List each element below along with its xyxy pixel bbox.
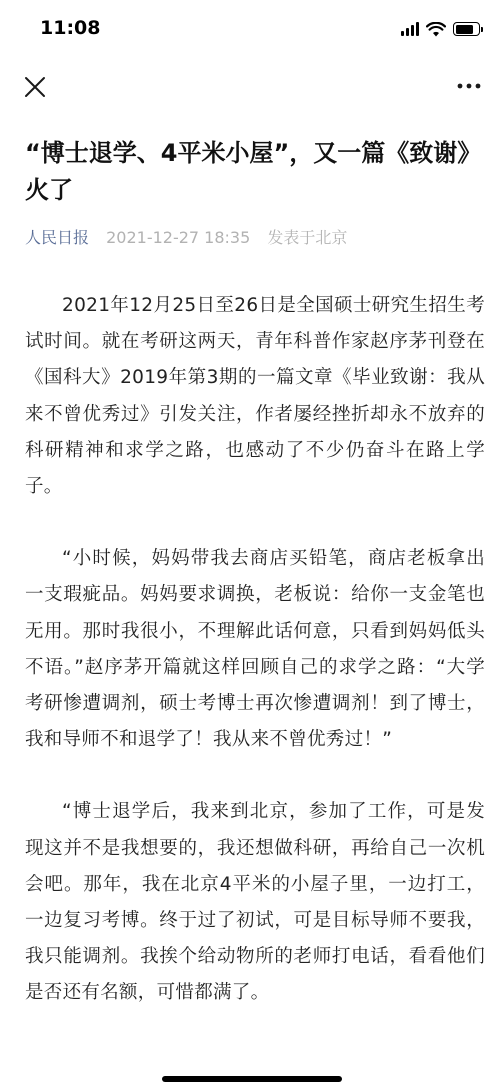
battery-icon (453, 22, 480, 36)
article-title: “博士退学、4平米小屋”，又一篇《致谢》火了 (25, 139, 482, 204)
status-bar (0, 0, 504, 58)
article-meta (25, 226, 347, 250)
cellular-signal-icon (401, 22, 419, 36)
article-paragraph: “博士退学后，我来到北京，参加了工作，可是发现这并不是我想要的，我还想做科研，再给自己一次机会吧。那年，我在北京4平米的小屋子里，一边打工，一边复习考博。终于过了初试，可是目标导师不要我，我只能调剂。我挨个给动物所的老师打电话，看看他们是否还有名额，可惜都满了。 (25, 801, 485, 1004)
home-indicator[interactable] (162, 1076, 342, 1082)
article-paragraph: 2021年12月25日至26日是全国硕士研究生招生考试时间。就在考研这两天，青年科普作家赵序茅刊登在《国科大》2019年第3期的一篇文章《毕业致谢：我从来不曾优秀过》引发关注，作者屡经挫折却永不放弃的科研精神和求学之路，也感动了不少仍奋斗在路上学子。 (25, 295, 485, 498)
publish-location: 发表于北京 (267, 228, 348, 247)
close-icon[interactable] (22, 74, 48, 100)
article-paragraph: “小时候，妈妈带我去商店买铅笔，商店老板拿出一支瑕疵品。妈妈要求调换，老板说：给你一支金笔也无用。那时我很小，不理解此话何意，只看到妈妈低头不语。”赵序茅开篇就这样回顾自己的求学之路：“大学考研惨遭调剂，硕士考博士再次惨遭调剂！到了博士，我和导师不和退学了！我从来不曾优秀过！” (25, 548, 485, 751)
status-icons (401, 20, 480, 38)
more-icon[interactable] (456, 82, 482, 90)
article-body (25, 288, 485, 1048)
publish-date: 2021-12-27 18:35 (106, 228, 251, 247)
status-time: 11:08 (40, 17, 101, 39)
nav-bar (0, 58, 504, 114)
source-link[interactable]: 人民日报 (25, 228, 90, 247)
wifi-icon (426, 22, 446, 37)
